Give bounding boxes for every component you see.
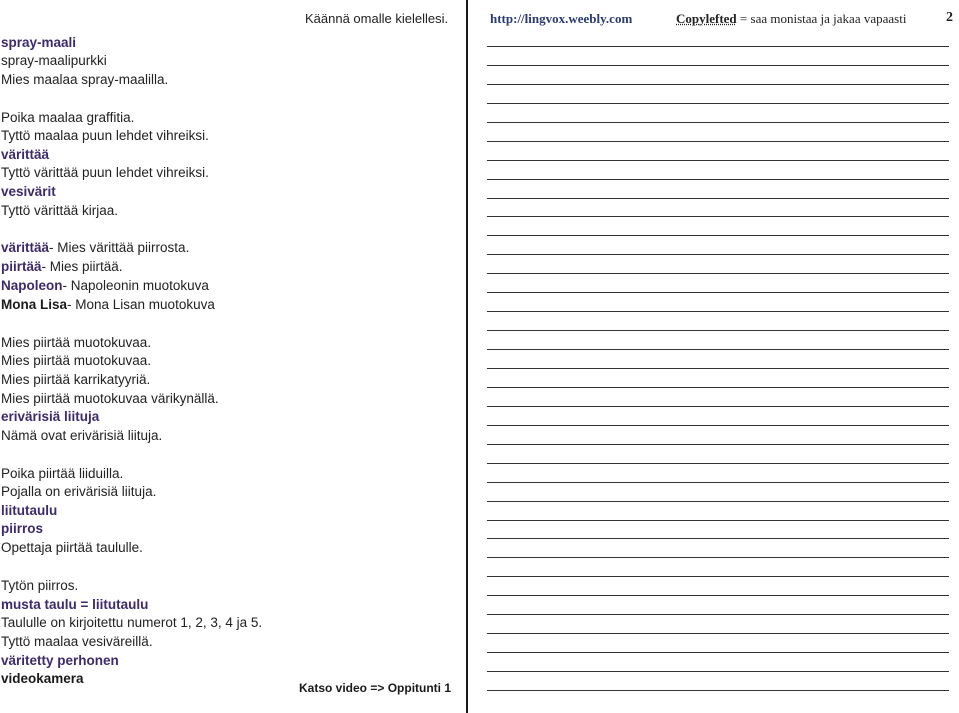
writing-line (487, 576, 949, 577)
vocab-line (1, 164, 209, 182)
vocab-term: Napoleon (1, 278, 63, 293)
vocab-line (1, 183, 56, 201)
sentence-text: Nämä ovat erivärisiä liituja. (1, 428, 163, 443)
vocab-line (1, 109, 134, 127)
writing-line (487, 330, 949, 331)
vocab-line (1, 539, 143, 557)
writing-line (487, 425, 949, 426)
writing-line (487, 235, 949, 236)
sentence-text: Poika maalaa graffitia. (1, 110, 135, 125)
writing-line (487, 160, 949, 161)
writing-line (487, 292, 949, 293)
vocab-term: värittää (1, 147, 50, 162)
vocab-example: - Napoleonin muotokuva (62, 278, 209, 293)
vocab-example: - Mona Lisan muotokuva (67, 297, 215, 312)
copyleft-word: Copylefted (676, 11, 737, 26)
vocab-term: piirtää (1, 259, 42, 274)
copyleft-text: = saa monistaa ja jakaa vapaasti (736, 11, 907, 26)
writing-line (487, 482, 949, 483)
sentence-text: Taululle on kirjoitettu numerot 1, 2, 3, 4 ja 5. (1, 615, 263, 630)
sentence-text: Mies piirtää muotokuvaa värikynällä. (1, 391, 219, 406)
writing-line (487, 198, 949, 199)
writing-line (487, 444, 949, 445)
site-url[interactable]: http://lingvox.weebly.com (490, 11, 633, 26)
writing-line (487, 254, 949, 255)
page-number: 2 (946, 10, 953, 25)
writing-line (487, 690, 949, 691)
vocab-term: spray-maali (1, 35, 77, 50)
vocab-line (1, 483, 156, 501)
vocab-example: - Mies värittää piirrosta. (49, 240, 190, 255)
vocab-term: erivärisiä liituja (1, 409, 100, 424)
vocab-line (1, 520, 43, 538)
vocab-line (1, 34, 76, 52)
writing-line (487, 311, 949, 312)
vocab-line (1, 596, 148, 614)
sentence-text: spray-maalipurkki (1, 53, 107, 68)
vocab-term: väritetty perhonen (1, 653, 119, 668)
writing-line (487, 595, 949, 596)
sentence-text: Tyttö maalaa puun lehdet vihreiksi. (1, 128, 209, 143)
vocab-line (1, 146, 49, 164)
writing-line (487, 501, 949, 502)
writing-line (487, 65, 949, 66)
vocab-term: musta taulu = liitutaulu (1, 597, 149, 612)
vocab-line (1, 408, 99, 426)
writing-line (487, 179, 949, 180)
vocab-line (1, 71, 168, 89)
writing-line (487, 633, 949, 634)
writing-line (487, 141, 949, 142)
writing-line (487, 216, 949, 217)
writing-line (487, 520, 949, 521)
writing-line (487, 406, 949, 407)
writing-line (487, 614, 949, 615)
vocab-term: vesivärit (1, 184, 56, 199)
vocab-term: piirros (1, 521, 44, 536)
sentence-text: Mies piirtää karrikatyyriä. (1, 372, 151, 387)
vocab-term: liitutaulu (1, 503, 58, 518)
sentence-text: Tyttö värittää puun lehdet vihreiksi. (1, 165, 209, 180)
writing-line (487, 349, 949, 350)
sentence-text: Tyttö värittää kirjaa. (1, 203, 119, 218)
vocab-line (1, 258, 123, 276)
video-link-note: Katso video => Oppitunti 1 (299, 681, 452, 695)
vocab-line (1, 352, 151, 370)
writing-line (487, 368, 949, 369)
vocab-line (1, 577, 78, 595)
vocab-term: videokamera (1, 671, 84, 686)
writing-line (487, 46, 949, 47)
writing-line (487, 463, 949, 464)
vocab-example: - Mies piirtää. (41, 259, 123, 274)
vocab-line (1, 502, 57, 520)
vocab-line (1, 127, 209, 145)
vocab-line (1, 334, 151, 352)
vocab-line (1, 633, 153, 651)
writing-line (487, 103, 949, 104)
sentence-text: Mies piirtää muotokuvaa. (1, 335, 152, 350)
vocab-line (1, 614, 262, 632)
vocabulary-column (0, 0, 466, 713)
vocab-line (1, 427, 162, 445)
writing-line (487, 122, 949, 123)
sentence-text: Pojalla on erivärisiä liituja. (1, 484, 157, 499)
writing-line (487, 273, 949, 274)
vocab-line (1, 390, 219, 408)
vocab-term: värittää (1, 240, 50, 255)
sentence-text: Poika piirtää liiduilla. (1, 466, 124, 481)
vocab-term: Mona Lisa (1, 297, 68, 312)
sentence-text: Mies maalaa spray-maalilla. (1, 72, 169, 87)
vocab-line (1, 202, 118, 220)
translate-instruction: Käännä omalle kielellesi. (305, 11, 449, 26)
writing-line (487, 671, 949, 672)
sentence-text: Opettaja piirtää taululle. (1, 540, 143, 555)
vocab-line (1, 296, 215, 314)
writing-column (468, 0, 959, 713)
vocab-line (1, 670, 84, 688)
writing-line (487, 652, 949, 653)
sentence-text: Tytön piirros. (1, 578, 79, 593)
vocab-line (1, 465, 123, 483)
vocab-line (1, 277, 209, 295)
sentence-text: Mies piirtää muotokuvaa. (1, 353, 152, 368)
vocab-line (1, 239, 189, 257)
sentence-text: Tyttö maalaa vesiväreillä. (1, 634, 153, 649)
copyleft-notice (676, 11, 906, 27)
vocab-line (1, 371, 150, 389)
writing-line (487, 538, 949, 539)
writing-line (487, 387, 949, 388)
vocab-line (1, 52, 107, 70)
vocab-line (1, 652, 119, 670)
writing-line (487, 557, 949, 558)
writing-line (487, 84, 949, 85)
